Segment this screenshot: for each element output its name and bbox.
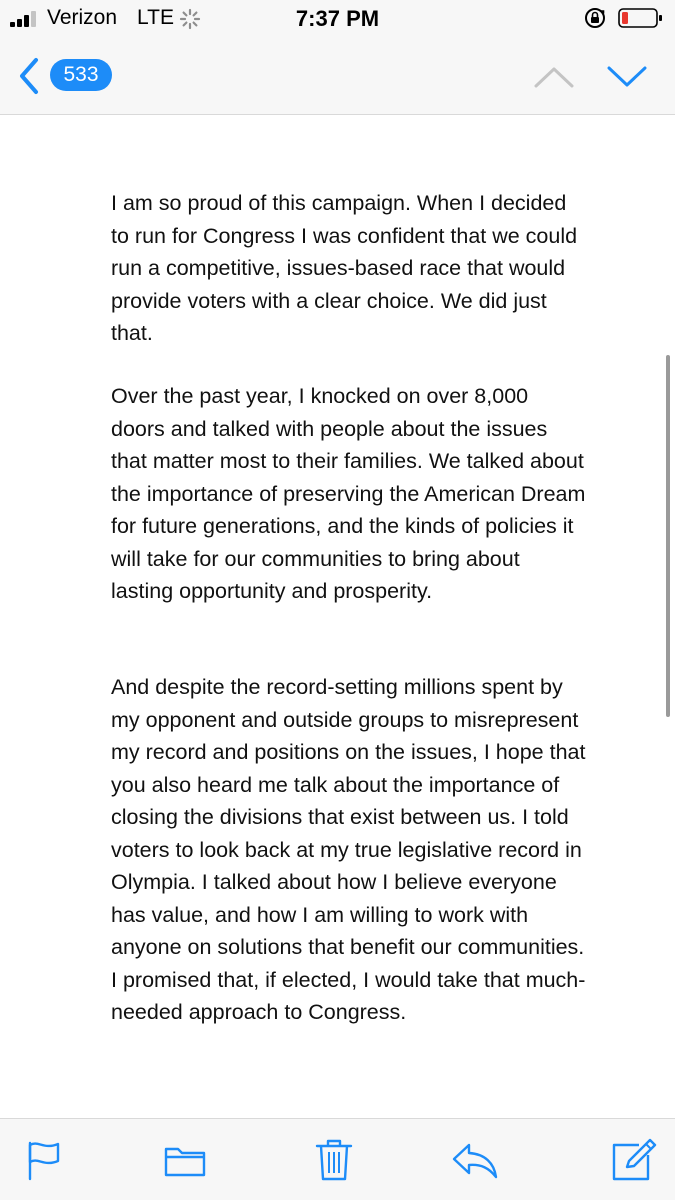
trash-icon[interactable]	[314, 1137, 354, 1183]
email-body[interactable]	[0, 115, 675, 1118]
email-paragraph: And despite the record-setting millions spent by my opponent and outside groups to misrepresent my record and positions on the issues, I hope that you also heard me talk about the importance of closing the divisions that exist between us. I told voters to look back at my true legislative record in Olympia. I talked about how I believe everyone has value, and how I am willing to work with anyone on solutions that benefit our communities. I promised that, if elected, I would take that much-needed approach to Congress.	[111, 675, 586, 1024]
previous-message-chevron-up-icon[interactable]	[533, 64, 575, 90]
status-bar	[0, 0, 675, 40]
back-chevron-icon[interactable]	[14, 56, 44, 96]
flag-icon[interactable]	[26, 1137, 62, 1183]
email-paragraph: Over the past year, I knocked on over 8,000 doors and talked with people about the issues that matter most to their families. We talked about the importance of preserving the American Dream for future generations, and the kinds of policies it will take for our communities to bring about lasting opportunity and prosperity.	[111, 384, 586, 603]
battery-icon	[618, 7, 664, 29]
status-time: 7:37 PM	[295, 6, 380, 31]
email-paragraph: I am so proud of this campaign. When I decided to run for Congress I was confident that we could run a competitive, issues-based race that would provide voters with a clear choice. We did just that.	[111, 191, 578, 345]
navigation-bar	[0, 40, 675, 115]
inbox-count-badge[interactable]: 533	[50, 59, 112, 91]
network-type: LTE	[137, 6, 174, 29]
bottom-toolbar	[0, 1118, 675, 1200]
orientation-lock-icon	[584, 7, 606, 29]
compose-icon[interactable]	[609, 1137, 657, 1183]
reply-icon[interactable]	[451, 1137, 499, 1183]
scrollbar[interactable]	[666, 355, 670, 717]
carrier-name: Verizon	[47, 6, 118, 29]
folder-icon[interactable]	[163, 1137, 207, 1183]
next-message-chevron-down-icon[interactable]	[606, 64, 648, 90]
